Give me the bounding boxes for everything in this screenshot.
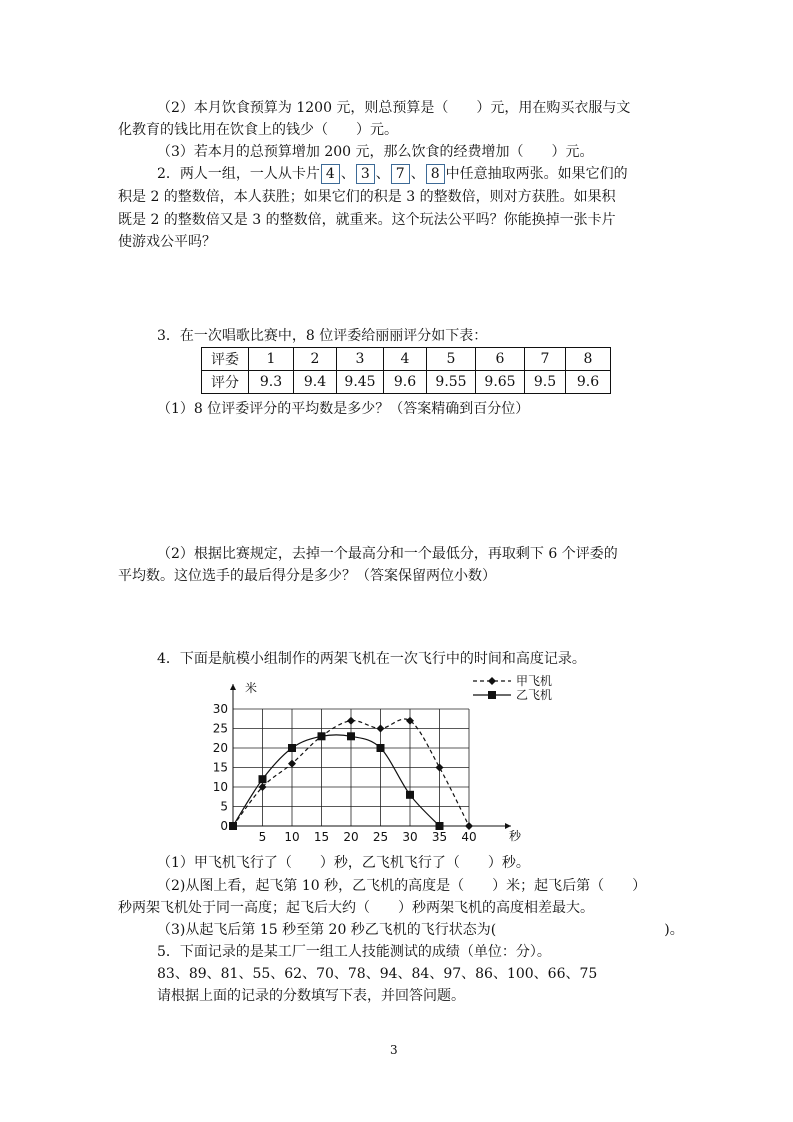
card-separator: 、 — [410, 166, 425, 182]
data-point-square — [229, 822, 237, 830]
card-separator: 、 — [375, 166, 390, 182]
problem-2-text-a: 2．两人一组，一人从卡片 — [157, 166, 320, 182]
table-cell: 1 — [249, 348, 294, 371]
x-tick-label: 5 — [258, 830, 267, 844]
data-point-square — [318, 732, 326, 740]
table-cell: 8 — [566, 348, 611, 371]
card-separator: 、 — [340, 166, 355, 182]
problem-3-intro: 3．在一次唱歌比赛中，8 位评委给丽丽评分如下表： — [157, 328, 488, 344]
table-cell: 9.6 — [566, 371, 611, 394]
table-cell: 9.45 — [337, 371, 384, 394]
table-cell: 5 — [427, 348, 476, 371]
data-point-square — [436, 822, 444, 830]
problem-5-intro: 5．下面记录的是某工厂一组工人技能测试的成绩（单位：分）。 — [157, 944, 551, 960]
y-tick-label: 20 — [212, 741, 228, 755]
problem-4-2-line1: （2)从图上看，起飞第 10 秒，乙飞机的高度是（ ）米；起飞后第（ ） — [157, 878, 647, 894]
problem-3-2-line2: 平均数。这位选手的最后得分是多少？（答案保留两位小数） — [118, 568, 496, 584]
data-point-square — [406, 791, 414, 799]
card-1: 4 — [321, 164, 340, 184]
y-tick-label: 15 — [212, 760, 228, 775]
table-header-cell: 评分 — [202, 371, 249, 394]
data-point-square — [259, 775, 267, 783]
y-axis-label: 米 — [245, 681, 258, 695]
problem-4-1: （1）甲飞机飞行了（ ）秒，乙飞机飞行了（ ）秒。 — [157, 855, 530, 871]
problem-1-2-cont: 化教育的钱比用在饮食上的钱少（ ）元。 — [118, 122, 398, 138]
y-tick-label: 30 — [212, 702, 228, 716]
problem-2-line1 — [157, 164, 628, 184]
table-cell: 9.6 — [384, 371, 427, 394]
x-axis-label: 秒 — [509, 829, 522, 843]
problem-2-line4: 使游戏公平吗？ — [118, 234, 216, 250]
problem-4-3: （3)从起飞后第 15 秒至第 20 秒乙飞机的飞行状态为( )。 — [157, 922, 684, 938]
problem-3-1: （1）8 位评委评分的平均数是多少？（答案精确到百分位） — [157, 401, 530, 417]
card-2: 3 — [356, 164, 375, 184]
table-cell: 9.3 — [249, 371, 294, 394]
data-point-square — [347, 732, 355, 740]
x-tick-label: 30 — [402, 830, 418, 844]
data-point-diamond — [465, 822, 473, 830]
problem-5-scores: 83、89、81、55、62、70、78、94、84、97、86、100、66、75 — [157, 966, 598, 982]
data-point-square — [377, 744, 385, 752]
problem-5-instruction: 请根据上面的记录的分数填写下表，并回答问题。 — [157, 988, 465, 1004]
page-number: 3 — [390, 1043, 398, 1057]
legend-label: 甲飞机 — [516, 674, 553, 688]
problem-2-line2: 积是 2 的整数倍，本人获胜；如果它们的积是 3 的整数倍，则对方获胜。如果积 — [118, 189, 616, 205]
data-point-diamond — [436, 764, 444, 772]
table-cell: 9.65 — [476, 371, 525, 394]
y-tick-label: 25 — [212, 721, 228, 736]
problem-4-2-line2: 秒两架飞机处于同一高度；起飞后大约（ ）秒两架飞机的高度相差最大。 — [118, 900, 594, 916]
x-tick-label: 35 — [431, 830, 448, 844]
problem-3-2-line1: （2）根据比赛规定，去掉一个最高分和一个最低分，再取剩下 6 个评委的 — [157, 546, 618, 562]
data-point-diamond — [347, 717, 355, 725]
table-cell: 2 — [294, 348, 337, 371]
legend-marker-diamond — [488, 677, 496, 685]
x-tick-label: 25 — [372, 830, 389, 844]
card-3: 7 — [391, 164, 410, 184]
data-point-diamond — [377, 725, 385, 733]
table-row — [202, 348, 611, 371]
data-point-diamond — [288, 760, 296, 768]
y-axis-arrow — [230, 684, 236, 690]
table-cell: 9.55 — [427, 371, 476, 394]
score-table — [201, 347, 611, 394]
x-tick-label: 20 — [343, 830, 359, 844]
problem-4-intro: 4．下面是航模小组制作的两架飞机在一次飞行中的时间和高度记录。 — [157, 651, 586, 667]
data-point-square — [288, 744, 296, 752]
y-tick-label: 5 — [220, 799, 228, 814]
problem-1-2: （2）本月饮食预算为 1200 元，则总预算是（ ）元，用在购买衣服与文 — [157, 100, 631, 116]
table-row — [202, 371, 611, 394]
table-cell: 9.4 — [294, 371, 337, 394]
table-cell: 9.5 — [525, 371, 566, 394]
table-cell: 4 — [384, 348, 427, 371]
table-header-cell: 评委 — [202, 348, 249, 371]
legend-marker-square — [488, 691, 496, 699]
y-tick-label: 10 — [212, 780, 228, 794]
table-cell: 6 — [476, 348, 525, 371]
card-4: 8 — [426, 164, 445, 184]
legend-label: 乙飞机 — [516, 688, 553, 702]
x-tick-label: 15 — [313, 830, 330, 844]
x-tick-label: 40 — [461, 830, 477, 844]
table-cell: 7 — [525, 348, 566, 371]
problem-2-text-b: 中任意抽取两张。如果它们的 — [445, 166, 628, 182]
problem-1-3: （3）若本月的总预算增加 200 元，那么饮食的经费增加（ ）元。 — [157, 144, 594, 160]
problem-2-line3: 既是 2 的整数倍又是 3 的整数倍，就重来。这个玩法公平吗？你能换掉一张卡片 — [118, 212, 616, 228]
x-tick-label: 10 — [284, 830, 300, 844]
origin-label: 0 — [220, 819, 228, 833]
table-cell: 3 — [337, 348, 384, 371]
flight-altitude-chart — [205, 672, 605, 850]
